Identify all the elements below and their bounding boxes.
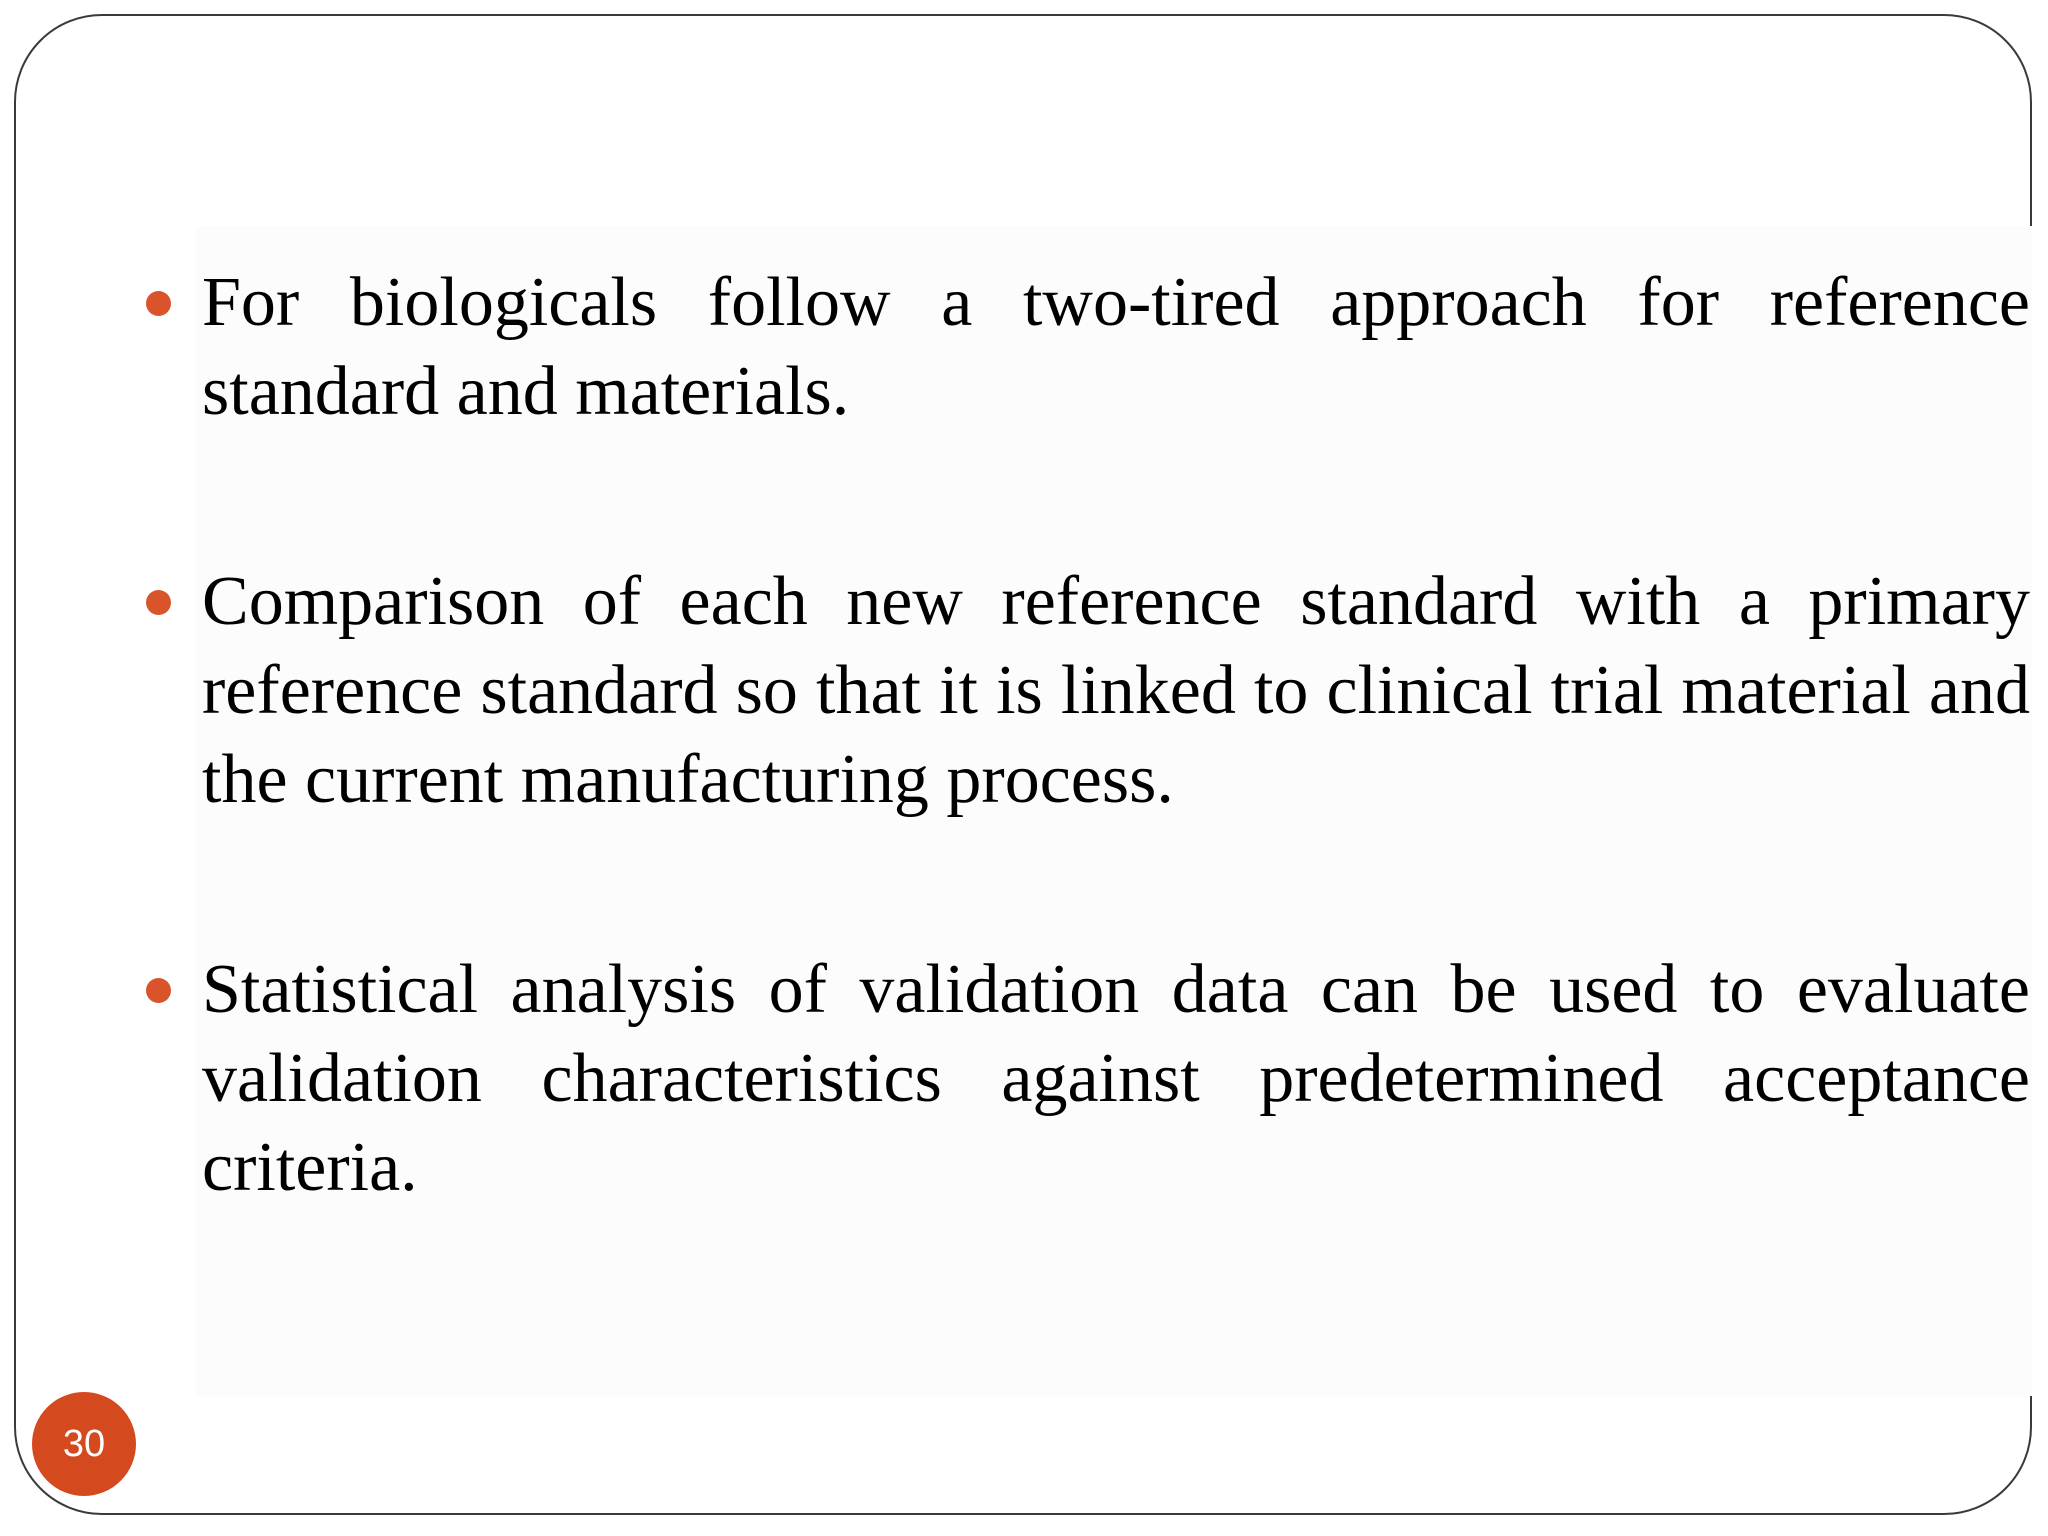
bullet-text: Comparison of each new reference standard with a primary reference standard so that it is linked to clinical trial material and the current manufacturing process.: [202, 563, 2030, 818]
bullet-item: [146, 258, 2030, 436]
slide-number: 30: [62, 1423, 106, 1465]
bullet-item: [146, 557, 2030, 824]
bullet-item: [146, 945, 2030, 1212]
bullet-text: Statistical analysis of validation data can be used to evaluate validation characteristics against predetermined acceptance criteria.: [202, 951, 2030, 1206]
bullet-text: For biologicals follow a two-tired approach for reference standard and materials.: [202, 264, 2030, 430]
bullet-dot-icon: [146, 978, 171, 1003]
bullet-list: [146, 258, 2030, 1333]
bullet-dot-icon: [146, 291, 171, 316]
bullet-dot-icon: [146, 590, 171, 615]
slide-number-badge: [32, 1392, 136, 1496]
